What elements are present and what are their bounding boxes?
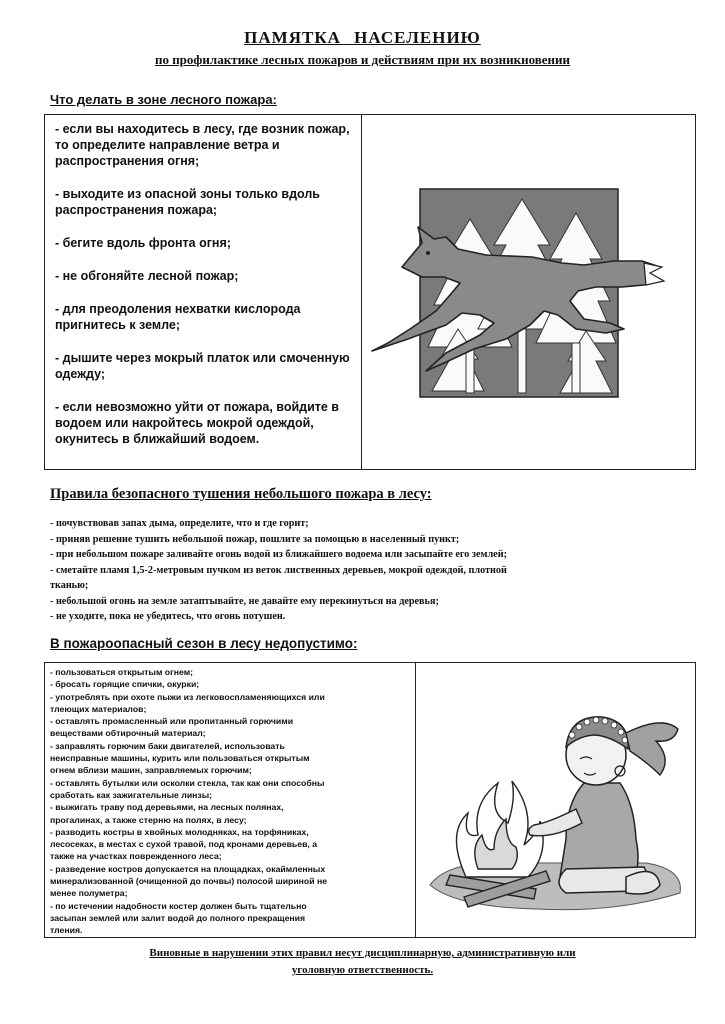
footer-line-1: Виновные в нарушении этих правил несут дисциплинарную, административную или xyxy=(149,947,576,959)
list-item: - разводить костры в хвойных молодняках, на торфяниках, xyxy=(50,826,309,837)
page-subtitle: по профилактике лесных пожаров и действиям при их возникновении xyxy=(154,52,571,67)
fox-in-forest-illustration xyxy=(362,115,694,469)
list-item: - при небольшом пожаре заливайте огонь водой из ближайшего водоема или засыпайте его землей; xyxy=(50,549,507,560)
girl-at-campfire-illustration xyxy=(416,663,694,937)
section2-heading: Правила безопасного тушения небольшого пожара в лесу: xyxy=(50,486,432,502)
list-item: - дышите через мокрый платок или смоченную одежду; xyxy=(55,351,350,381)
list-item: - если невозможно уйти от пожара, войдите в водоем или накройтесь мокрой одеждой, окунитесь в ближайший водоем. xyxy=(55,400,339,446)
forest-fire-actions-box xyxy=(44,114,696,470)
list-item: - приняв решение тушить небольшой пожар, пошлите за помощью в населенный пункт; xyxy=(50,533,460,545)
extinguishing-rules-list xyxy=(50,516,690,625)
list-item: - бросать горящие спички, окурки; xyxy=(50,679,200,690)
list-item: - пользоваться открытым огнем; xyxy=(50,667,194,677)
list-item: - для преодоления нехватки кислорода пригнитесь к земле; xyxy=(55,302,301,332)
list-item: - сметайте пламя 1,5-2-метровым пучком из веток лиственных деревьев, мокрой одеждой, плотной xyxy=(50,564,507,576)
list-item: также на участках поврежденного леса; xyxy=(50,851,222,862)
section3-heading: В пожароопасный сезон в лесу недопустимо: xyxy=(50,636,358,651)
list-item: - разведение костров допускается на площадках, окаймленных xyxy=(50,863,326,874)
list-item: тления. xyxy=(50,925,83,936)
list-item: - оставлять промасленный или пропитанный горючими xyxy=(50,716,294,727)
list-item: - не уходите, пока не убедитесь, что огонь потушен. xyxy=(50,611,286,622)
girl-campfire-panel xyxy=(415,663,695,937)
list-item: - оставлять бутылки или осколки стекла, так как они способны xyxy=(50,777,325,788)
list-item: - если вы находитесь в лесу, где возник пожар, то определите направление ветра и распространения огня; xyxy=(55,122,350,168)
list-item: веществами обтирочный материал; xyxy=(50,728,206,739)
list-item: сработать как зажигательные линзы; xyxy=(50,789,213,800)
list-item: лесосеках, в местах с сухой травой, под кронами деревьев, а xyxy=(50,839,318,850)
list-item: менее полуметра; xyxy=(50,888,128,899)
fox-illustration-panel xyxy=(361,115,695,469)
footer-note xyxy=(0,945,725,979)
section1-heading: Что делать в зоне лесного пожара: xyxy=(50,92,277,107)
fire-season-prohibitions-box xyxy=(44,662,696,938)
list-item: - выжигать траву под деревьями, на лесных полянах, xyxy=(50,802,284,813)
list-item: - заправлять горючим баки двигателей, использовать xyxy=(50,740,285,751)
list-item: минерализованной (очищенной до почвы) полосой шириной не xyxy=(50,876,328,887)
list-item: засыпан землей или залит водой до полного прекращения xyxy=(50,912,306,923)
list-item: - по истечении надобности костер должен быть тщательно xyxy=(50,900,307,911)
list-item: - почувствовав запах дыма, определите, что и где горит; xyxy=(50,518,309,529)
list-item: прогалинах, а также стерню на полях, в лесу; xyxy=(50,814,247,825)
list-item: - бегите вдоль фронта огня; xyxy=(55,236,231,250)
list-item: тлеющих материалов; xyxy=(50,703,147,714)
list-item: - выходите из опасной зоны только вдоль распространения пожара; xyxy=(55,187,320,217)
forest-fire-actions-list xyxy=(45,115,363,469)
footer-line-2: уголовную ответственность. xyxy=(291,964,434,976)
list-item: огнем вблизи машин, заправляемых горючим; xyxy=(50,765,252,776)
list-item: - употреблять при охоте пыжи из легковоспламеняющихся или xyxy=(50,691,325,702)
list-item: тканью; xyxy=(50,580,89,591)
list-item: - не обгоняйте лесной пожар; xyxy=(55,269,239,283)
list-item: - небольшой огонь на земле затаптывайте, не давайте ему перекинуться на деревья; xyxy=(50,595,439,607)
list-item: неисправные машины, курить или пользоваться открытым xyxy=(50,753,310,764)
page-title: ПАМЯТКА НАСЕЛЕНИЮ xyxy=(244,28,481,47)
prohibitions-list xyxy=(45,663,417,937)
